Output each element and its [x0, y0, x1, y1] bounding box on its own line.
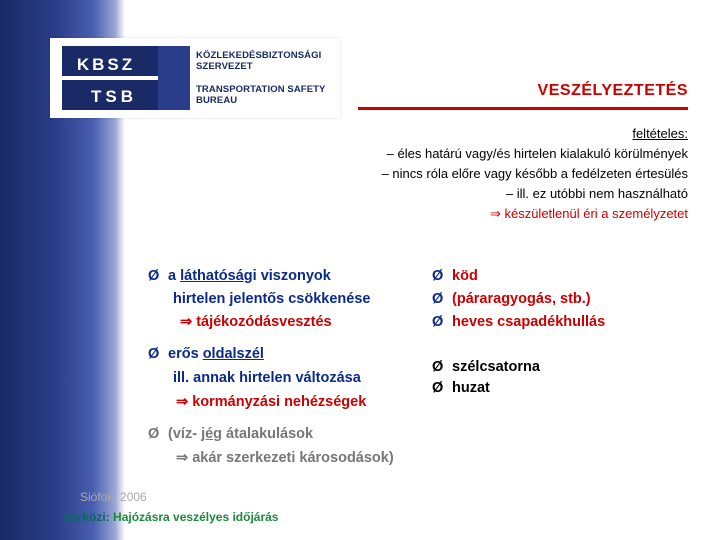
arrow-bullet-icon: Ø — [432, 268, 444, 284]
implies-arrow-icon: ⇒ — [176, 394, 189, 410]
title-underline — [358, 107, 688, 110]
crosswind-line-1: Ø erős oldalszél — [148, 344, 264, 365]
arrow-bullet-icon: Ø — [432, 359, 444, 375]
condition-line-1: – éles határú vagy/és hirtelen kialakuló körülmények — [386, 146, 688, 161]
arrow-bullet-icon: Ø — [148, 268, 160, 284]
crosswind-line-2: ill. annak hirtelen változása — [173, 370, 361, 386]
logo-mark-bottom: TSB — [91, 87, 137, 106]
footer-author: Sárközi: Hajózásra veszélyes időjárás — [63, 510, 279, 524]
crosswind-cause-2: Ø huzat — [432, 378, 490, 399]
ice-consequence: ⇒ akár szerkezeti károsodások) — [176, 450, 394, 466]
implies-arrow-icon: ⇒ — [180, 314, 193, 330]
arrow-bullet-icon: Ø — [148, 426, 160, 442]
logo-mark-top: KBSZ — [76, 55, 136, 74]
visibility-cause-2: Ø (páraragyogás, stb.) — [432, 289, 591, 310]
condition-line-2: – nincs róla előre vagy később a fedélzeten értesülés — [381, 166, 688, 181]
arrow-bullet-icon: Ø — [148, 346, 160, 362]
kbsz-logo — [50, 38, 340, 118]
conditions-block — [382, 124, 688, 224]
crosswind-cause-1: Ø szélcsatorna — [432, 357, 540, 378]
crosswind-consequence: ⇒ kormányzási nehézségek — [176, 394, 367, 410]
visibility-line-2: hirtelen jelentős csökkenése — [173, 291, 371, 307]
implies-arrow-icon: ⇒ — [176, 450, 189, 466]
arrow-bullet-icon: Ø — [432, 380, 444, 396]
visibility-cause-1: Ø köd — [432, 266, 478, 287]
conditions-heading: feltételes: — [632, 126, 688, 141]
visibility-cause-3: Ø heves csapadékhullás — [432, 312, 605, 333]
arrow-bullet-icon: Ø — [432, 314, 444, 330]
visibility-consequence: ⇒ tájékozódásvesztés — [180, 314, 332, 330]
logo-name-en: TRANSPORTATION SAFETY BUREAU — [196, 84, 326, 106]
slide-title: VESZÉLYEZTETÉS — [537, 82, 688, 99]
ice-line-1: Ø (víz- jég átalakulások — [148, 424, 313, 445]
visibility-line-1: Ø a láthatósági viszonyok — [148, 266, 331, 287]
implies-arrow-icon: ⇒ — [489, 206, 501, 221]
logo-name-hu: KÖZLEKEDÉSBIZTONSÁGI SZERVEZET — [196, 50, 322, 72]
condition-line-3: – ill. ez utóbbi nem használható — [505, 186, 688, 201]
footer-place-date: Siófok, 2006 — [80, 490, 147, 504]
arrow-bullet-icon: Ø — [432, 291, 444, 307]
kbsz-tsb-logo-mark — [62, 46, 190, 110]
condition-result: ⇒ készületlenül éri a személyzetet — [489, 206, 688, 221]
